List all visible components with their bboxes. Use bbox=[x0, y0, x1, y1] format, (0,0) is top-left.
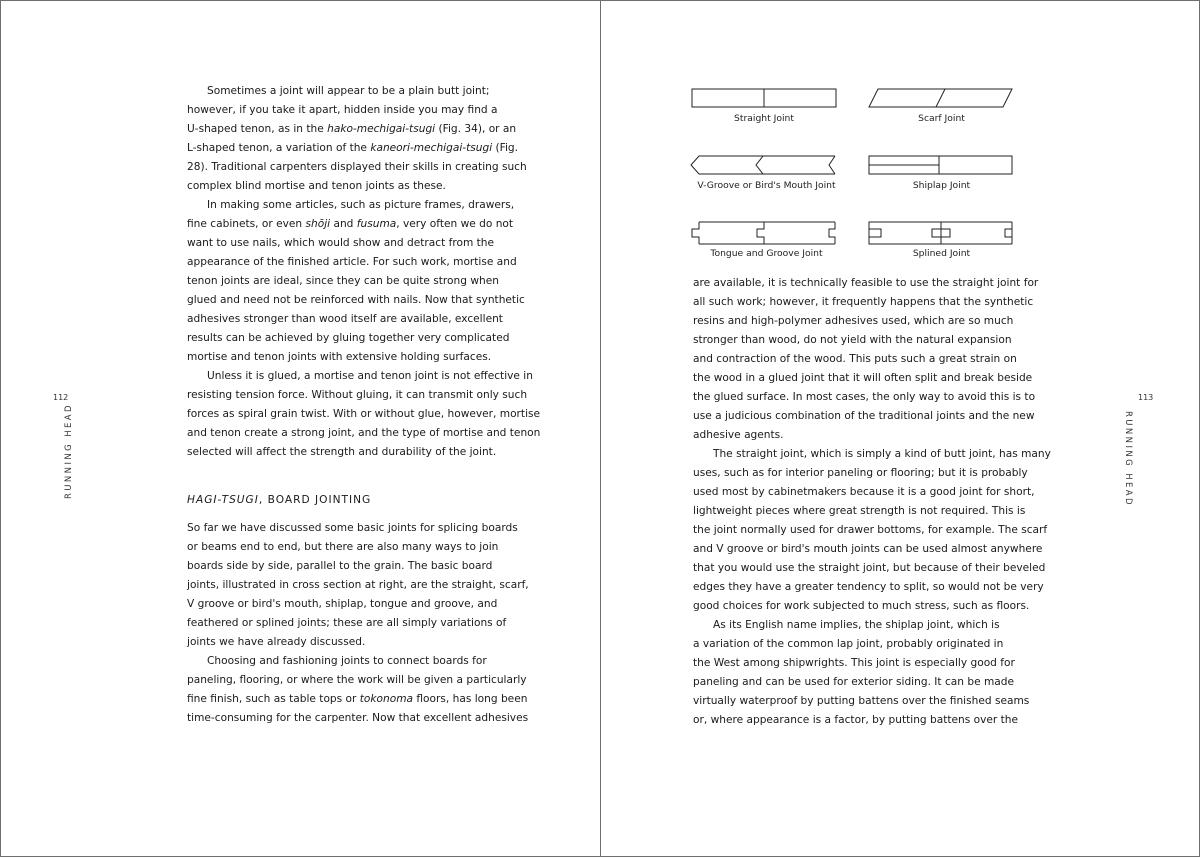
text-line: selected will affect the strength and durability of the joint. bbox=[187, 446, 497, 458]
text-line: time-consuming for the carpenter. Now that excellent adhesives bbox=[187, 712, 529, 724]
text-line: So far we have discussed some basic joints for splicing boards bbox=[187, 522, 518, 534]
left-body-part-b bbox=[187, 519, 529, 728]
straight-joint-figure bbox=[692, 89, 836, 107]
text-line: appearance of the finished article. For such work, mortise and bbox=[187, 256, 517, 268]
text-line: adhesives stronger than wood itself are available, excellent bbox=[187, 313, 503, 325]
splined-joint-figure bbox=[869, 222, 1012, 244]
caption-v-groove-joint: V-Groove or Bird's Mouth Joint bbox=[697, 180, 836, 191]
shiplap-joint-figure bbox=[869, 156, 1012, 174]
text-line: adhesive agents. bbox=[693, 429, 784, 441]
text-line: a variation of the common lap joint, probably originated in bbox=[693, 638, 1004, 650]
text-line: paneling and can be used for exterior siding. It can be made bbox=[693, 676, 1015, 688]
section-heading bbox=[187, 491, 512, 510]
section-heading-english: , BOARD JOINTING bbox=[258, 494, 372, 506]
text-line: joints we have already discussed. bbox=[187, 636, 366, 648]
text-line: that you would use the straight joint, but because of their beveled bbox=[693, 562, 1046, 574]
text-line: As its English name implies, the shiplap joint, which is bbox=[713, 619, 1000, 631]
caption-tongue-groove-joint: Tongue and Groove Joint bbox=[710, 248, 823, 259]
right-page bbox=[601, 1, 1200, 856]
text-line: virtually waterproof by putting battens over the finished seams bbox=[693, 695, 1030, 707]
text-line: fine cabinets, or even shōji and fusuma, very often we do not bbox=[187, 218, 514, 230]
text-line: resins and high-polymer adhesives used, which are so much bbox=[693, 315, 1014, 327]
caption-shiplap-joint: Shiplap Joint bbox=[912, 180, 971, 191]
tongue-groove-joint-figure bbox=[692, 222, 835, 244]
text-line: or, where appearance is a factor, by putting battens over the bbox=[693, 714, 1019, 726]
caption-scarf-joint: Scarf Joint bbox=[918, 113, 965, 124]
text-line: the joint normally used for drawer bottoms, for example. The scarf bbox=[693, 524, 1048, 536]
text-line: however, if you take it apart, hidden inside you may find a bbox=[187, 104, 498, 116]
joint-diagrams-svg bbox=[689, 85, 1019, 265]
text-line: the West among shipwrights. This joint is especially good for bbox=[693, 657, 1015, 669]
text-line: complex blind mortise and tenon joints as these. bbox=[187, 180, 446, 192]
text-line: L-shaped tenon, a variation of the kaneori-mechigai-tsugi (Fig. bbox=[187, 142, 519, 154]
right-text-column bbox=[693, 274, 1051, 730]
folio-left: 112 bbox=[53, 393, 69, 402]
text-line: use a judicious combination of the traditional joints and the new bbox=[693, 410, 1035, 422]
joint-diagrams bbox=[689, 85, 1019, 265]
left-text-column bbox=[187, 82, 541, 728]
text-line: used most by cabinetmakers because it is a good joint for short, bbox=[693, 486, 1035, 498]
folio-right: 113 bbox=[1138, 393, 1154, 402]
scarf-joint-figure bbox=[869, 89, 1012, 107]
caption-splined-joint: Splined Joint bbox=[912, 248, 971, 259]
section-heading-japanese: HAGI-TSUGI bbox=[187, 494, 259, 506]
text-line: glued and need not be reinforced with nails. Now that synthetic bbox=[187, 294, 525, 306]
text-line: Choosing and fashioning joints to connect boards for bbox=[207, 655, 487, 667]
text-line: the glued surface. In most cases, the only way to avoid this is to bbox=[693, 391, 1036, 403]
section-gap-after bbox=[187, 510, 512, 519]
text-line: tenon joints are ideal, since they can be quite strong when bbox=[187, 275, 499, 287]
text-line: the wood in a glued joint that it will often split and break beside bbox=[693, 372, 1033, 384]
text-line: fine finish, such as table tops or tokonoma floors, has long been bbox=[187, 693, 528, 705]
text-line: joints, illustrated in cross section at right, are the straight, scarf, bbox=[187, 579, 529, 591]
text-line: edges they have a greater tendency to split, so would not be very bbox=[693, 581, 1044, 593]
text-line: Sometimes a joint will appear to be a plain butt joint; bbox=[207, 85, 490, 97]
caption-straight-joint: Straight Joint bbox=[734, 113, 794, 124]
text-line: mortise and tenon joints with extensive holding surfaces. bbox=[187, 351, 492, 363]
text-line: U-shaped tenon, as in the hako-mechigai-tsugi (Fig. 34), or an bbox=[187, 123, 517, 135]
text-line: want to use nails, which would show and detract from the bbox=[187, 237, 495, 249]
text-line: paneling, flooring, or where the work will be given a particularly bbox=[187, 674, 527, 686]
running-head-right: RUNNING HEAD bbox=[1123, 411, 1133, 507]
left-page bbox=[1, 1, 600, 856]
text-line: 28). Traditional carpenters displayed their skills in creating such bbox=[187, 161, 527, 173]
section-gap-before bbox=[187, 462, 512, 491]
text-line: results can be achieved by gluing together very complicated bbox=[187, 332, 510, 344]
right-body bbox=[693, 274, 1051, 730]
text-line: and contraction of the wood. This puts such a great strain on bbox=[693, 353, 1017, 365]
text-line: and V groove or bird's mouth joints can be used almost anywhere bbox=[693, 543, 1043, 555]
text-line: stronger than wood, do not yield with the natural expansion bbox=[693, 334, 1012, 346]
text-line: or beams end to end, but there are also many ways to join bbox=[187, 541, 499, 553]
text-line: feathered or splined joints; these are all simply variations of bbox=[187, 617, 507, 629]
text-line: lightweight pieces where great strength is not required. This is bbox=[693, 505, 1026, 517]
text-line: In making some articles, such as picture frames, drawers, bbox=[207, 199, 515, 211]
text-line: forces as spiral grain twist. With or without glue, however, mortise bbox=[187, 408, 541, 420]
text-line: boards side by side, parallel to the grain. The basic board bbox=[187, 560, 493, 572]
v-groove-joint-figure bbox=[691, 156, 835, 174]
text-line: resisting tension force. Without gluing, it can transmit only such bbox=[187, 389, 528, 401]
left-body-part-a bbox=[187, 82, 541, 462]
text-line: The straight joint, which is simply a kind of butt joint, has many bbox=[713, 448, 1051, 460]
text-line: uses, such as for interior paneling or flooring; but it is probably bbox=[693, 467, 1028, 479]
text-line: Unless it is glued, a mortise and tenon joint is not effective in bbox=[207, 370, 533, 382]
text-line: and tenon create a strong joint, and the type of mortise and tenon bbox=[187, 427, 541, 439]
text-line: V groove or bird's mouth, shiplap, tongue and groove, and bbox=[187, 598, 498, 610]
text-line: good choices for work subjected to much stress, such as floors. bbox=[693, 600, 1030, 612]
running-head-left: RUNNING HEAD bbox=[64, 403, 74, 499]
text-line: all such work; however, it frequently happens that the synthetic bbox=[693, 296, 1034, 308]
text-line: are available, it is technically feasible to use the straight joint for bbox=[693, 277, 1039, 289]
